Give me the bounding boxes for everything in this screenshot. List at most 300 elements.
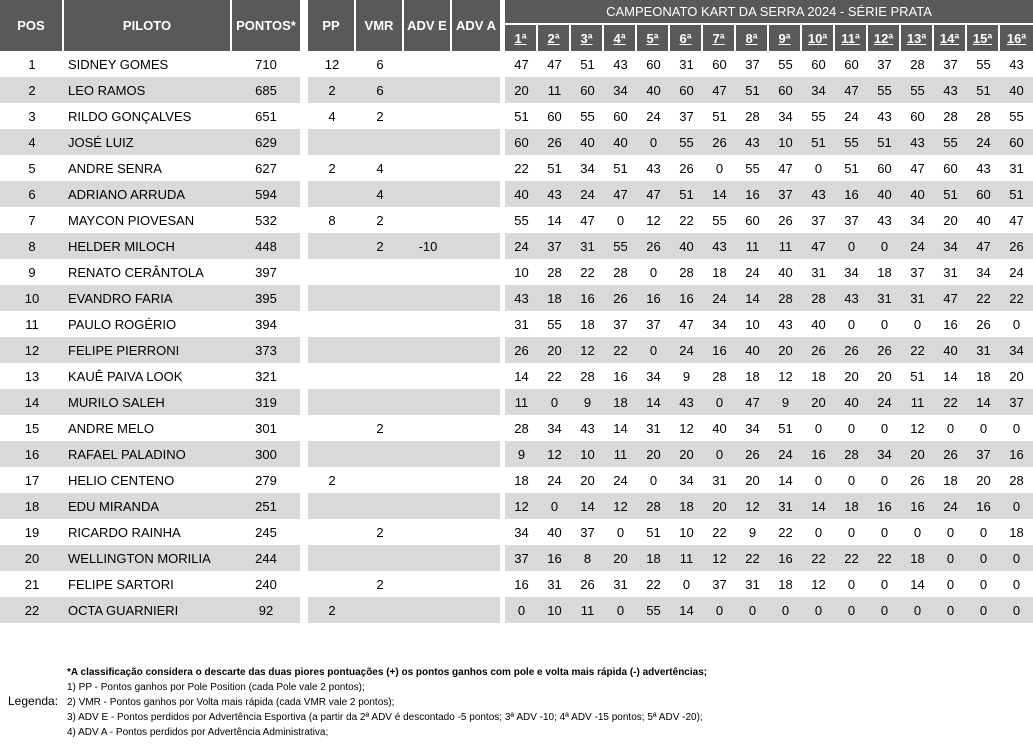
round-cell: 55: [778, 56, 793, 72]
round-cell: 16: [901, 493, 934, 519]
pp-cell: [308, 571, 356, 597]
round-cell: 26: [604, 285, 637, 311]
round-cell: 60: [877, 160, 892, 176]
pp-cell: 8: [328, 212, 336, 228]
vmr-cell: [356, 467, 404, 493]
note-item: 4) ADV A - Pontos perdidos por Advertência Administrativa;: [67, 727, 329, 738]
pos-cell: 19: [24, 524, 40, 540]
adv-e-cell: [404, 259, 452, 285]
round-cell: 47: [679, 316, 694, 332]
round-cell: 34: [646, 368, 661, 384]
round-cell: 26: [580, 576, 595, 592]
table-row: [505, 389, 1033, 415]
round-cell: 22: [679, 212, 694, 228]
table-row: [0, 129, 300, 155]
round-cell: 31: [646, 420, 661, 436]
round-cell: 28: [712, 368, 727, 384]
points-cell: 394: [255, 316, 277, 332]
round-cell: 14: [802, 493, 835, 519]
round-cell: 34: [547, 420, 562, 436]
round-cell: 51: [712, 108, 727, 124]
round-cell: 47: [547, 56, 562, 72]
pp-cell: 2: [308, 597, 356, 623]
round-cell: 51: [844, 160, 859, 176]
pp-cell: 2: [308, 77, 356, 103]
round-cell: 16: [802, 441, 835, 467]
round-cell: 0: [868, 233, 901, 259]
round-cell: 43: [802, 181, 835, 207]
round-cell: 34: [844, 264, 859, 280]
round-cell: 10: [769, 129, 802, 155]
round-cell: 34: [712, 316, 727, 332]
round-cell: 20: [802, 389, 835, 415]
adv-e-cell: [404, 51, 452, 77]
round-cell: 26: [868, 337, 901, 363]
points-cell: 92: [232, 597, 300, 623]
round-cell: 10: [514, 264, 529, 280]
round-cell: 0: [1012, 316, 1021, 332]
round-cell: 24: [703, 285, 736, 311]
table-row: [505, 207, 1033, 233]
vmr-cell: [356, 441, 404, 467]
header-round: 16ª: [1000, 25, 1033, 51]
round-cell: 22: [712, 524, 727, 540]
round-cell: 14: [703, 181, 736, 207]
pos-cell: 3: [28, 108, 36, 124]
round-cell: 0: [1012, 576, 1021, 592]
driver-name: PAULO ROGÉRIO: [68, 316, 177, 332]
round-cell: 16: [703, 337, 736, 363]
vmr-cell: 4: [376, 160, 384, 176]
bonus-header-row: [308, 0, 500, 51]
note-main: *A classificação considera o descarte das duas piores pontuações (+) os pontos ganhos com pole e volta mais rápida (-) advertências;: [67, 667, 708, 678]
round-cell: 20: [901, 441, 934, 467]
round-cell: 24: [571, 181, 604, 207]
table-row: [505, 467, 1033, 493]
header-round: 9ª: [769, 25, 802, 51]
header-round: 13ª: [901, 25, 934, 51]
round-cell: 0: [604, 597, 637, 623]
round-cell: 14: [547, 212, 562, 228]
driver-name: JOSÉ LUIZ: [64, 129, 232, 155]
pos-cell: 1: [28, 56, 36, 72]
round-cell: 12: [811, 576, 826, 592]
round-cell: 37: [646, 316, 661, 332]
round-cell: 37: [811, 212, 826, 228]
round-cell: 11: [505, 389, 538, 415]
round-cell: 47: [934, 285, 967, 311]
adv-e-cell: [404, 155, 452, 181]
table-row: [0, 493, 300, 519]
round-cell: 60: [844, 56, 859, 72]
round-cell: 14: [514, 368, 529, 384]
round-cell: 14: [967, 389, 1000, 415]
round-cell: 28: [943, 108, 958, 124]
vmr-cell: [356, 389, 404, 415]
driver-name: EDU MIRANDA: [64, 493, 232, 519]
round-cell: 31: [811, 264, 826, 280]
adv-e-cell: [404, 363, 452, 389]
round-cell: 22: [604, 337, 637, 363]
pp-cell: [308, 415, 356, 441]
round-cell: 51: [514, 108, 529, 124]
round-cell: 51: [802, 129, 835, 155]
table-row: [0, 155, 300, 181]
adv-a-cell: [452, 285, 500, 311]
round-cell: 0: [1012, 420, 1021, 436]
adv-a-cell: [452, 415, 500, 441]
main-header-row: [0, 0, 300, 51]
adv-a-cell: [452, 129, 500, 155]
adv-e-cell: [404, 415, 452, 441]
round-cell: 12: [505, 493, 538, 519]
round-cell: 11: [538, 77, 571, 103]
table-row: [308, 311, 500, 337]
round-cell: 43: [580, 420, 595, 436]
table-row: [0, 389, 300, 415]
round-cell: 22: [835, 545, 868, 571]
round-cell: 0: [616, 524, 625, 540]
round-cell: 51: [736, 77, 769, 103]
round-cell: 0: [880, 420, 889, 436]
round-cell: 0: [736, 597, 769, 623]
round-cell: 47: [835, 77, 868, 103]
round-cell: 16: [967, 493, 1000, 519]
round-cell: 40: [901, 181, 934, 207]
vmr-cell: 2: [376, 212, 384, 228]
round-cell: 47: [967, 233, 1000, 259]
round-cell: 60: [745, 212, 760, 228]
rounds-header-row: [505, 25, 1033, 51]
points-cell: 710: [255, 56, 277, 72]
adv-a-cell: [452, 155, 500, 181]
round-cell: 51: [967, 77, 1000, 103]
round-cell: 26: [679, 160, 694, 176]
round-cell: 40: [736, 337, 769, 363]
championship-title: CAMPEONATO KART DA SERRA 2024 - SÉRIE PRATA: [505, 0, 1033, 25]
round-cell: 43: [901, 129, 934, 155]
table-row: [505, 597, 1033, 623]
round-cell: 55: [604, 233, 637, 259]
round-cell: 20: [505, 77, 538, 103]
round-cell: 12: [778, 368, 793, 384]
round-cell: 37: [745, 56, 760, 72]
table-row: [505, 129, 1033, 155]
round-cell: 11: [670, 545, 703, 571]
round-cell: 31: [1009, 160, 1024, 176]
round-cell: 22: [901, 337, 934, 363]
round-cell: 40: [547, 524, 562, 540]
round-cell: 31: [613, 576, 628, 592]
points-cell: 300: [232, 441, 300, 467]
adv-a-cell: [452, 389, 500, 415]
pp-cell: 12: [324, 56, 340, 72]
driver-name: WELLINGTON MORILIA: [64, 545, 232, 571]
round-cell: 34: [778, 108, 793, 124]
pp-cell: [308, 363, 356, 389]
round-cell: 43: [778, 316, 793, 332]
round-cell: 22: [868, 545, 901, 571]
round-cell: 22: [547, 368, 562, 384]
table-row: [505, 285, 1033, 311]
pos-cell: 22: [0, 597, 64, 623]
vmr-cell: 2: [376, 576, 384, 592]
round-cell: 40: [505, 181, 538, 207]
pp-cell: [308, 311, 356, 337]
round-cell: 37: [910, 264, 925, 280]
header-adv-e: ADV E: [404, 0, 452, 51]
round-cell: 14: [778, 472, 793, 488]
round-cell: 0: [835, 233, 868, 259]
driver-name: RAFAEL PALADINO: [64, 441, 232, 467]
adv-e-cell: [404, 129, 452, 155]
rounds-rows: [505, 51, 1033, 623]
round-cell: 20: [580, 472, 595, 488]
round-cell: 22: [514, 160, 529, 176]
adv-e-cell: [404, 441, 452, 467]
round-cell: 47: [514, 56, 529, 72]
round-cell: 40: [835, 389, 868, 415]
round-cell: 22: [736, 545, 769, 571]
round-cell: 18: [811, 368, 826, 384]
round-cell: 12: [571, 337, 604, 363]
round-cell: 0: [802, 597, 835, 623]
adv-a-cell: [452, 545, 500, 571]
main-rows: [0, 51, 300, 623]
vmr-cell: 2: [376, 524, 384, 540]
vmr-cell: [356, 311, 404, 337]
round-cell: 18: [901, 545, 934, 571]
round-cell: 43: [670, 389, 703, 415]
round-cell: 18: [712, 264, 727, 280]
round-cell: 12: [679, 420, 694, 436]
table-row: [308, 597, 500, 623]
pp-cell: 2: [328, 160, 336, 176]
round-cell: 14: [670, 597, 703, 623]
header-pontos: PONTOS*: [232, 0, 300, 51]
round-cell: 16: [538, 545, 571, 571]
round-cell: 0: [847, 576, 856, 592]
adv-a-cell: [452, 337, 500, 363]
round-cell: 28: [769, 285, 802, 311]
driver-name: RICARDO RAINHA: [68, 524, 181, 540]
adv-a-cell: [452, 441, 500, 467]
table-row: [308, 571, 500, 597]
round-cell: 12: [604, 493, 637, 519]
pos-cell: 21: [24, 576, 40, 592]
pos-cell: 9: [28, 264, 36, 280]
pp-cell: [308, 259, 356, 285]
header-pos: POS: [0, 0, 64, 51]
driver-name: ADRIANO ARRUDA: [64, 181, 232, 207]
table-row: [0, 181, 300, 207]
table-row: [0, 207, 300, 233]
driver-name: EVANDRO FARIA: [64, 285, 232, 311]
round-cell: 0: [703, 389, 736, 415]
round-cell: 37: [505, 545, 538, 571]
round-cell: 14: [637, 389, 670, 415]
round-cell: 22: [967, 285, 1000, 311]
round-cell: 26: [835, 337, 868, 363]
round-cell: 18: [670, 493, 703, 519]
driver-name: HELIO CENTENO: [68, 472, 175, 488]
round-cell: 0: [967, 597, 1000, 623]
round-cell: 16: [943, 316, 958, 332]
header-round: 12ª: [868, 25, 901, 51]
round-cell: 18: [976, 368, 991, 384]
adv-e-cell: -10: [404, 233, 452, 259]
round-cell: 60: [1000, 129, 1033, 155]
header-round: 2ª: [538, 25, 571, 51]
adv-e-cell: [404, 519, 452, 545]
round-cell: 22: [934, 389, 967, 415]
points-cell: 321: [255, 368, 277, 384]
adv-e-cell: [404, 181, 452, 207]
vmr-cell: [356, 337, 404, 363]
adv-e-cell: [404, 207, 452, 233]
pos-cell: 4: [0, 129, 64, 155]
adv-e-cell: [404, 77, 452, 103]
round-cell: 0: [814, 472, 823, 488]
table-row: [0, 415, 300, 441]
table-row: [308, 207, 500, 233]
vmr-cell: 6: [356, 77, 404, 103]
round-cell: 28: [976, 108, 991, 124]
header-vmr: VMR: [356, 0, 404, 51]
round-cell: 31: [901, 285, 934, 311]
round-cell: 11: [769, 233, 802, 259]
table-row: [0, 545, 300, 571]
adv-a-cell: [452, 51, 500, 77]
pos-cell: 12: [0, 337, 64, 363]
driver-name: OCTA GUARNIERI: [64, 597, 232, 623]
round-cell: 43: [736, 129, 769, 155]
round-cell: 18: [835, 493, 868, 519]
round-cell: 28: [679, 264, 694, 280]
adv-e-cell: [404, 545, 452, 571]
table-row: [0, 259, 300, 285]
note-item: 1) PP - Pontos ganhos por Pole Position (cada Pole vale 2 pontos);: [67, 682, 365, 693]
adv-e-cell: [404, 103, 452, 129]
round-cell: 31: [967, 337, 1000, 363]
pp-cell: [308, 519, 356, 545]
driver-name: ANDRE MELO: [68, 420, 154, 436]
points-cell: 373: [232, 337, 300, 363]
round-cell: 34: [1000, 337, 1033, 363]
round-cell: 0: [946, 576, 955, 592]
round-cell: 60: [811, 56, 826, 72]
table-row: [0, 285, 300, 311]
round-cell: 43: [835, 285, 868, 311]
points-cell: 251: [232, 493, 300, 519]
table-row: [0, 363, 300, 389]
round-cell: 40: [571, 129, 604, 155]
driver-name: RILDO GONÇALVES: [68, 108, 192, 124]
round-cell: 16: [1000, 441, 1033, 467]
pp-cell: [308, 233, 356, 259]
table-row: [308, 285, 500, 311]
round-cell: 20: [877, 368, 892, 384]
round-cell: 12: [703, 545, 736, 571]
header-round: 7ª: [703, 25, 736, 51]
vmr-cell: 6: [376, 56, 384, 72]
round-cell: 0: [979, 420, 988, 436]
round-cell: 0: [847, 472, 856, 488]
table-row: [505, 493, 1033, 519]
round-cell: 40: [976, 212, 991, 228]
driver-name: SIDNEY GOMES: [68, 56, 169, 72]
round-cell: 14: [910, 576, 925, 592]
round-cell: 43: [976, 160, 991, 176]
table-row: [505, 545, 1033, 571]
header-round: 4ª: [604, 25, 637, 51]
round-cell: 24: [868, 389, 901, 415]
round-cell: 0: [934, 545, 967, 571]
round-cell: 55: [868, 77, 901, 103]
bonus-block: [308, 0, 500, 623]
vmr-cell: 2: [376, 420, 384, 436]
round-cell: 0: [880, 472, 889, 488]
round-cell: 26: [934, 441, 967, 467]
round-cell: 0: [967, 545, 1000, 571]
round-cell: 34: [802, 77, 835, 103]
points-cell: 685: [232, 77, 300, 103]
vmr-cell: 2: [376, 108, 384, 124]
round-cell: 16: [571, 285, 604, 311]
round-cell: 26: [538, 129, 571, 155]
round-cell: 60: [943, 160, 958, 176]
table-row: [0, 337, 300, 363]
adv-a-cell: [452, 181, 500, 207]
round-cell: 40: [604, 129, 637, 155]
vmr-cell: 4: [356, 181, 404, 207]
round-cell: 18: [877, 264, 892, 280]
adv-e-cell: [404, 493, 452, 519]
round-cell: 0: [703, 441, 736, 467]
round-cell: 20: [844, 368, 859, 384]
round-cell: 0: [769, 597, 802, 623]
round-cell: 43: [613, 56, 628, 72]
round-cell: 43: [1009, 56, 1024, 72]
round-cell: 18: [943, 472, 958, 488]
pos-cell: 18: [0, 493, 64, 519]
round-cell: 47: [703, 77, 736, 103]
adv-a-cell: [452, 103, 500, 129]
round-cell: 55: [580, 108, 595, 124]
vmr-cell: [356, 285, 404, 311]
round-cell: 34: [976, 264, 991, 280]
pos-cell: 17: [24, 472, 40, 488]
round-cell: 26: [637, 233, 670, 259]
round-cell: 18: [778, 576, 793, 592]
round-cell: 31: [769, 493, 802, 519]
pos-cell: 7: [28, 212, 36, 228]
vmr-cell: 2: [356, 233, 404, 259]
round-cell: 43: [538, 181, 571, 207]
round-cell: 8: [571, 545, 604, 571]
round-cell: 60: [613, 108, 628, 124]
round-cell: 0: [1000, 597, 1033, 623]
pos-cell: 8: [0, 233, 64, 259]
round-cell: 47: [802, 233, 835, 259]
header-round: 14ª: [934, 25, 967, 51]
round-cell: 12: [646, 212, 661, 228]
round-cell: 0: [616, 212, 625, 228]
pp-cell: [308, 129, 356, 155]
table-row: [308, 337, 500, 363]
round-cell: 0: [538, 389, 571, 415]
round-cell: 9: [682, 368, 691, 384]
